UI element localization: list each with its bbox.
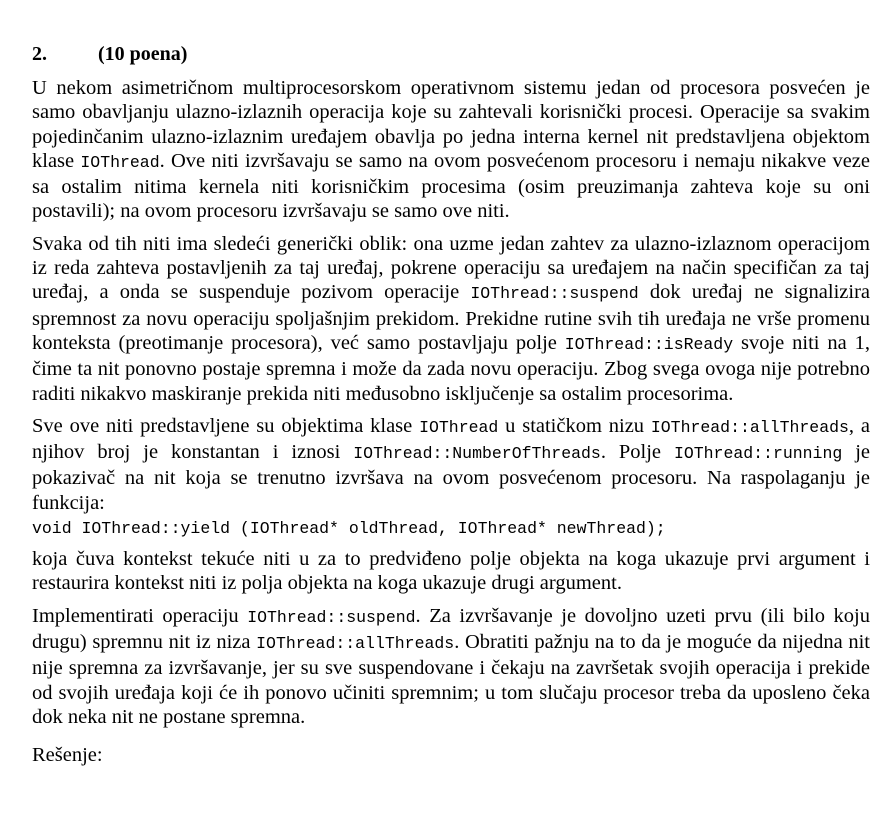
code-allthreads: IOThread::allThreads [256,633,455,653]
task-heading [32,42,870,66]
document-page [32,42,870,767]
code-isready: IOThread::isReady [564,334,734,354]
text-run: Sve ove niti predstavljene su objektima klase [32,414,420,437]
task-points: (10 poena) [98,43,188,65]
paragraph-threads-array [32,414,870,515]
code-numberofthreads: IOThread::NumberOfThreads [353,444,601,464]
text-run: U nekom asimetričnom multiprocesorskom operativnom sistemu jedan od procesora posvećen je samo obavljanju ulazno-izlaznih operacija koje su zahtevali korisnički procesi. Operacije sa svakim pojedinčanim ulazno-izlaznim uređajem obavlja po jedna interna kernel nit predstavljena objektom klase [32,77,870,172]
text-run: . Za izvršavanje je dovoljno uzeti prvu (ili bilo koju drugu) spremnu nit iz niza [32,604,870,653]
text-run: . Polje [600,441,674,464]
code-suspend: IOThread::suspend [247,607,416,627]
code-iothread: IOThread [80,152,160,172]
text-run: Implementirati operaciju [32,604,248,627]
code-iothread: IOThread [419,417,499,437]
text-run: je pokazivač na nit koja se trenutno izvršava na ovom posvećenom procesoru. Na raspolaganju je funkcija: [32,441,870,514]
paragraph-task [32,604,870,729]
solution-label: Rešenje: [32,744,103,767]
text-run: Svaka od tih niti ima sledeći generički oblik: ona uzme jedan zahtev za ulazno-izlaznom operacijom iz reda zahteva postavljenih za taj uređaj, pokrene operaciju sa uređajem na način specifičan za taj uređaj, a onda se suspenduje pozivom operacije [32,232,870,304]
paragraph-thread-form [32,232,870,406]
text-run: dok uređaj ne signalizira spremnost za novu operaciju spoljašnjim prekidom. Prekidne rutine svih tih uređaja ne vrše promenu konteksta (preotimanje procesora), već samo postavljaju polje [32,281,871,354]
code-yield-signature: void IOThread::yield (IOThread* oldThread, IOThread* newThread); [32,519,666,539]
text-run: u statičkom nizu [498,414,651,437]
paragraph-yield-description: koja čuva kontekst tekuće niti u za to predviđeno polje objekta na koga ukazuje prvi argument i restaurira kontekst niti iz polja objekta na koga ukazuje drugi argument. [32,548,870,595]
text-run: . Obratiti pažnju na to da je moguće da nijedna nit nije spremna za izvršavanje, jer su sve suspendovane i čekaju na završetak svojih operacija i prekide od svojih uređaja koji će ih ponovo učiniti spremnim; u tom slučaju procesor treba da uposleno čeka dok neka nit ne postane spremna. [32,630,870,728]
code-suspend: IOThread::suspend [470,284,639,304]
code-running: IOThread::running [673,444,843,464]
text-run: , a njihov broj je konstantan i iznosi [32,414,870,464]
paragraph-intro [32,76,870,224]
task-number: 2. [32,43,47,65]
text-run: svoje niti na 1, čime ta nit ponovno postaje spremna i može da zada novu operaciju. Zbog svega ovoga nije potrebno raditi nikakvo maskiranje prekida niti međusobno isključenje sa ostalim procesorima. [32,331,870,405]
code-allthreads: IOThread::allThreads [650,417,849,437]
text-run: . Ove niti izvršavaju se samo na ovom posvećenom procesoru i nemaju nikakve veze sa ostalim nitima kernela niti korisničkim procesima (osim preuzimanja zahteva koje su oni postavili); na ovom procesoru izvršavaju se samo ove niti. [32,149,870,223]
